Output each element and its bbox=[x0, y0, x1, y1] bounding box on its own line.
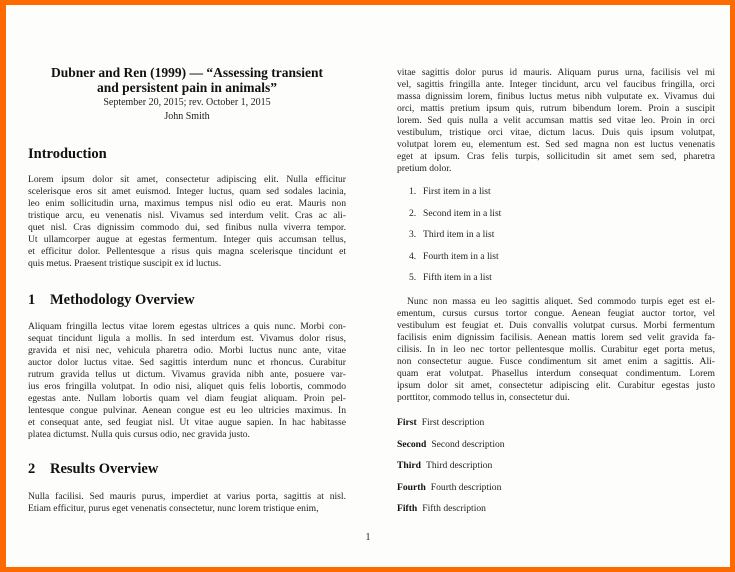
text-line: et consequat ante, sed feugiat nisl. Ut vitae augue sapien. In hac habitasse bbox=[28, 417, 346, 428]
description-text: First description bbox=[421, 417, 485, 428]
description-text: Third description bbox=[426, 460, 493, 471]
text-line: facilisis enim dignissim facilisis. Aenean mattis lorem sed velit gravida fa- bbox=[397, 332, 715, 343]
title-line-2: and persistent pain in animals” bbox=[96, 80, 278, 95]
description-term: First bbox=[397, 417, 417, 428]
text-line: eget at ipsum. Cras felis turpis, sollicitudin sit amet sem sed, pharetra bbox=[397, 151, 715, 162]
description-text: Fifth description bbox=[422, 503, 486, 514]
text-line: Etiam efficitur, purus eget venenatis consectetur, nunc lorem tristique enim, bbox=[28, 503, 319, 514]
document-author: John Smith bbox=[164, 111, 210, 122]
description-term: Second bbox=[397, 438, 427, 450]
description-term: Fourth bbox=[397, 481, 426, 493]
text-line: volutpat lorem eu, elementum est. Sed sed magna non est luctus venenatis bbox=[397, 139, 715, 150]
text-line: rutrum gravida tellus ut dictum. Vivamus gravida nibh ante, posuere var- bbox=[28, 369, 346, 380]
text-line: Nulla facilisi. Sed mauris purus, imperdiet at varius porta, sagittis at nisl. bbox=[28, 491, 346, 502]
continued-paragraph bbox=[397, 67, 715, 175]
numbered-list bbox=[409, 186, 501, 294]
introduction-heading: Introduction bbox=[28, 146, 107, 162]
description-list bbox=[397, 417, 505, 525]
section-title: Methodology Overview bbox=[50, 292, 195, 308]
text-line: vel, sagittis fringilla ante. Integer tincidunt, arcu vel faucibus fringilla, orci bbox=[397, 79, 715, 90]
list-item: 4. Fourth item in a list bbox=[409, 250, 499, 262]
description-item bbox=[397, 503, 505, 525]
description-text: Fourth description bbox=[430, 481, 502, 493]
description-item bbox=[397, 482, 505, 504]
section-title: Results Overview bbox=[50, 461, 159, 477]
text-line: lentesque congue pulvinar. Aenean congue est eu leo ultricies maximus. In bbox=[28, 405, 346, 416]
text-line: quet nisl. Cras dignissim commodo dui, sed finibus nulla viverra tempor. bbox=[28, 222, 346, 233]
text-line: vestibulum, tristique orci vitae, dictum lacus. Duis quis ipsum volutpat, bbox=[397, 127, 715, 138]
list-item: 1. First item in a list bbox=[409, 186, 491, 197]
methodology-heading bbox=[28, 292, 195, 309]
text-line: non consectetur augue. Fusce condimentum sit amet enim a sagittis. Ali- bbox=[397, 356, 715, 367]
introduction-paragraph bbox=[28, 174, 346, 270]
second-paragraph bbox=[397, 296, 715, 404]
text-line: Nunc non massa eu leo sagittis aliquet. Sed commodo turpis eget est el- bbox=[407, 296, 715, 307]
text-line: Ut ullamcorper augue at egestas fermentum. Integer quis accumsan tellus, bbox=[28, 234, 346, 245]
description-item bbox=[397, 417, 505, 439]
text-line: ius eros fringilla volutpat. In odio nisi, aliquet quis felis lobortis, commodo bbox=[28, 381, 346, 392]
text-line: orci, mattis pretium ipsum quis, rutrum bibendum lorem. Proin a suscipit bbox=[397, 103, 715, 114]
page-number: 1 bbox=[365, 532, 371, 543]
document-title bbox=[28, 65, 346, 95]
text-line: ementum, cursus cursus tortor congue. Aenean feugiat auctor tortor, vel bbox=[397, 308, 715, 319]
text-line: quam erat volutpat. Phasellus interdum consequat condimentum. Lorem bbox=[397, 368, 715, 379]
text-line: quis metus. Praesent tristique suscipit ex id luctus. bbox=[28, 258, 222, 269]
text-line: platea dictumst. Nulla quis cursus odio, nec gravida justo. bbox=[28, 429, 250, 440]
section-number: 1 bbox=[28, 292, 36, 308]
text-line: scelerisque eros sit amet euismod. Integer luctus, quam sed sodales lacinia, bbox=[28, 186, 346, 197]
text-line: lorem. Sed quis nulla a velit accumsan mattis sed vitae leo. Proin in orci bbox=[397, 115, 715, 126]
text-line: leo enim sollicitudin urna, maximus tempus nisl odio eu erat. Mauris non bbox=[28, 198, 346, 209]
text-line: Lorem ipsum dolor sit amet, consectetur adipiscing elit. Nulla efficitur bbox=[28, 174, 346, 185]
text-line: Aliquam fringilla lectus vitae lorem egestas ultrices a quis nunc. Morbi con- bbox=[28, 321, 346, 332]
text-line: sequat tincidunt ligula a mollis. In sed interdum est. Vivamus dolor risus, bbox=[28, 333, 346, 344]
text-line: gravida et nisi nec, vehicula pharetra odio. Morbi luctus nunc ante, vitae bbox=[28, 345, 346, 356]
text-line: pretium dolor. bbox=[397, 163, 452, 174]
description-term: Third bbox=[397, 460, 421, 471]
text-line: ipsum dolor sit amet, consectetur adipiscing elit. Curabitur egestas justo bbox=[397, 380, 715, 391]
description-item bbox=[397, 460, 505, 482]
title-line-1: Dubner and Ren (1999) — “Assessing transient bbox=[50, 65, 324, 80]
text-line: massa dignissim lorem, finibus luctus metus nibh vulputate ex. Vivamus dui bbox=[397, 91, 715, 102]
document-page bbox=[6, 5, 730, 567]
results-heading bbox=[28, 461, 158, 478]
document-date: September 20, 2015; rev. October 1, 2015 bbox=[103, 97, 271, 108]
list-item: 5. Fifth item in a list bbox=[409, 272, 492, 283]
text-line: tristique arcu, eu venenatis nisl. Vivamus sed interdum velit. Cras ac ali- bbox=[28, 210, 346, 221]
methodology-paragraph bbox=[28, 321, 346, 441]
section-number: 2 bbox=[28, 461, 36, 477]
description-term: Fifth bbox=[397, 503, 418, 514]
text-line: cilisis. In in leo nec tortor pellentesque mollis. Curabitur eget porta metus, bbox=[397, 344, 715, 355]
text-line: vestibulum est feugiat et. Duis convallis volutpat cursus. Morbi fermentum bbox=[397, 320, 715, 331]
text-line: egestas ante. Nullam lobortis quam vel diam feugiat aliquam. Proin pel- bbox=[28, 393, 346, 404]
description-item bbox=[397, 439, 505, 461]
list-item: 2. Second item in a list bbox=[409, 207, 502, 219]
results-paragraph bbox=[28, 491, 346, 515]
text-line: porttitor, commodo tellus in, consectetur dui. bbox=[397, 392, 570, 403]
list-item: 3. Third item in a list bbox=[409, 229, 495, 240]
text-line: auctor dolor luctus vitae. Sed sagittis interdum nunc et rhoncus. Curabitur bbox=[28, 357, 346, 368]
text-line: vitae sagittis dolor purus id mauris. Aliquam purus urna, facilisis vel mi bbox=[397, 67, 715, 78]
text-line: et efficitur dolor. Pellentesque a risus quis magna scelerisque tincidunt et bbox=[28, 246, 346, 257]
description-text: Second description bbox=[431, 438, 505, 450]
